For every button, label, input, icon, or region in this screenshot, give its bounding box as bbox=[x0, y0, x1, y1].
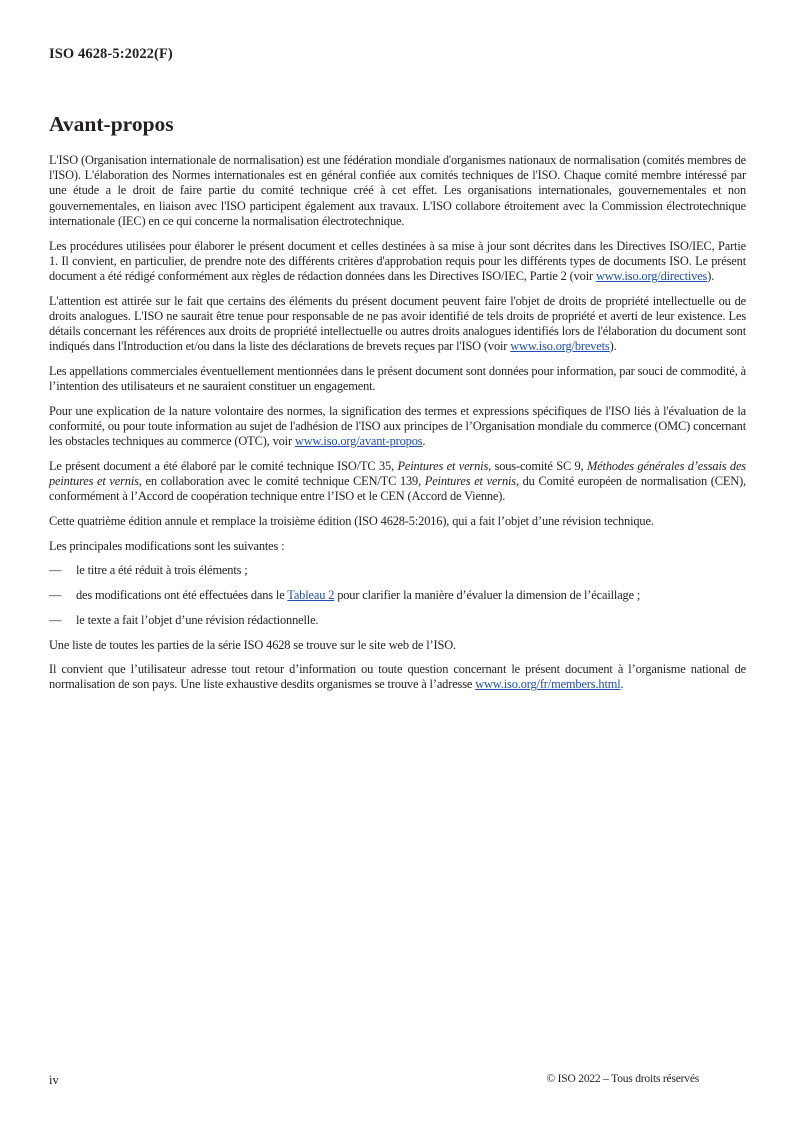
paragraph-text: Il convient que l’utilisateur adresse tout retour d’information ou toute question concernant le présent document à l’organisme national de normalisation de son pays. Une liste exhaustive desdits organismes se trouve à l’adresse bbox=[49, 662, 746, 692]
paragraph-text: ). bbox=[707, 268, 715, 283]
page-title: Avant-propos bbox=[49, 112, 174, 136]
paragraph-series-list: Une liste de toutes les parties de la série ISO 4628 se trouve sur le site web de l’ISO. bbox=[49, 637, 456, 652]
list-item-text: le texte a fait l’objet d’une révision rédactionnelle. bbox=[76, 612, 319, 627]
paragraph-text: L'attention est attirée sur le fait que certains des éléments du présent document peuvent faire l'objet de droits de propriété intellectuelle ou de droits analogues. L'ISO ne saurait être tenue pour responsable de ne pas avoir identifié de tels droits de propriété et averti de leur existence. Les détails concernant les références aux droits de propriété intellectuelle ou autres droits analogues identifiés lors de l'élaboration du document sont indiqués dans l'Introduction et/ou dans la liste des déclarations de brevets reçues par l'ISO (voir bbox=[49, 293, 746, 354]
link-members[interactable]: www.iso.org/fr/members.html bbox=[475, 677, 621, 692]
dash-bullet: — bbox=[49, 588, 62, 603]
list-item bbox=[49, 563, 746, 578]
paragraph-feedback bbox=[49, 662, 746, 692]
committee-title-italic: Peintures et vernis bbox=[397, 458, 489, 473]
paragraph-patents bbox=[49, 294, 746, 355]
paragraph-text: Pour une explication de la nature volontaire des normes, la signification des termes et expressions spécifiques de l'ISO liés à l'évaluation de la conformité, ou pour toute information au sujet de l'adhésion de l'ISO aux principes de l’Organisation mondiale du commerce (OMC) concernant les obstacles techniques au commerce (OTC), voir bbox=[49, 403, 746, 449]
link-directives[interactable]: www.iso.org/directives bbox=[595, 268, 708, 283]
changes-list bbox=[49, 563, 746, 628]
page-number: iv bbox=[49, 1073, 59, 1087]
list-item bbox=[49, 588, 746, 603]
cen-committee-title-italic: Peintures et vernis bbox=[424, 474, 516, 489]
paragraph-trade-names: Les appellations commerciales éventuellement mentionnées dans le présent document sont données pour information, par souci de commodité, à l’intention des utilisateurs et ne sauraient constituer un engagement. bbox=[49, 363, 746, 394]
link-avant-propos[interactable]: www.iso.org/avant-propos bbox=[294, 434, 423, 449]
foreword-body bbox=[49, 153, 746, 702]
document-id-header: ISO 4628-5:2022(F) bbox=[49, 46, 173, 62]
paragraph-committee bbox=[49, 459, 746, 505]
paragraph-text: , sous-comité SC 9, bbox=[488, 458, 587, 473]
list-item-text: le titre a été réduit à trois éléments ; bbox=[76, 563, 248, 578]
dash-bullet: — bbox=[49, 612, 62, 627]
paragraph-text: Les procédures utilisées pour élaborer le présent document et celles destinées à sa mise à jour sont décrites dans les Directives ISO/IEC, Partie 1. Il convient, en particulier, de prendre note des différents critères d'approbation requis pour les différents types de documents ISO. Le présent document a été rédigé conformément aux règles de rédaction données dans les Directives ISO/IEC, Partie 2 (voir bbox=[49, 238, 746, 283]
paragraph-text: , du Comité européen de normalisation (CEN), conformément à l’Accord de coopération technique entre l’ISO et le CEN (Accord de Vienne). bbox=[49, 474, 746, 504]
paragraph-text: . bbox=[620, 677, 624, 692]
paragraph-text: , en collaboration avec le comité technique CEN/TC 139, bbox=[138, 474, 425, 489]
list-item bbox=[49, 613, 746, 628]
dash-bullet: — bbox=[49, 563, 62, 578]
subcommittee-title-italic: Méthodes générales d’essais des peintures et vernis bbox=[49, 458, 746, 489]
link-brevets[interactable]: www.iso.org/brevets bbox=[510, 339, 610, 354]
paragraph-text: ). bbox=[609, 339, 617, 354]
copyright-notice: © ISO 2022 – Tous droits réservés bbox=[546, 1073, 699, 1085]
paragraph-edition: Cette quatrième édition annule et remplace la troisième édition (ISO 4628-5:2016), qui a fait l’objet d’une révision technique. bbox=[49, 514, 654, 529]
paragraph-procedures bbox=[49, 239, 746, 285]
paragraph-changes-intro: Les principales modifications sont les suivantes : bbox=[49, 538, 285, 553]
paragraph-iso-intro: L'ISO (Organisation internationale de normalisation) est une fédération mondiale d'organismes nationaux de normalisation (comités membres de l'ISO). L'élaboration des Normes internationales est en général confiée aux comités techniques de l'ISO. Chaque comité membre intéressé par une étude a le droit de faire partie du comité technique créé à cet effet. Les organisations internationales, gouvernementales et non gouvernementales, en liaison avec l'ISO participent également aux travaux. L'ISO collabore étroitement avec la Commission électrotechnique internationale (IEC) en ce qui concerne la normalisation électrotechnique. bbox=[49, 153, 746, 228]
paragraph-text: Le présent document a été élaboré par le comité technique ISO/TC 35, bbox=[49, 458, 398, 473]
link-tableau-2[interactable]: Tableau 2 bbox=[287, 588, 335, 603]
paragraph-text: . bbox=[422, 434, 426, 449]
list-item-text: pour clarifier la manière d’évaluer la dimension de l’écaillage ; bbox=[334, 588, 641, 603]
list-item-text: des modifications ont été effectuées dans le bbox=[76, 588, 288, 603]
paragraph-voluntary-nature bbox=[49, 404, 746, 450]
